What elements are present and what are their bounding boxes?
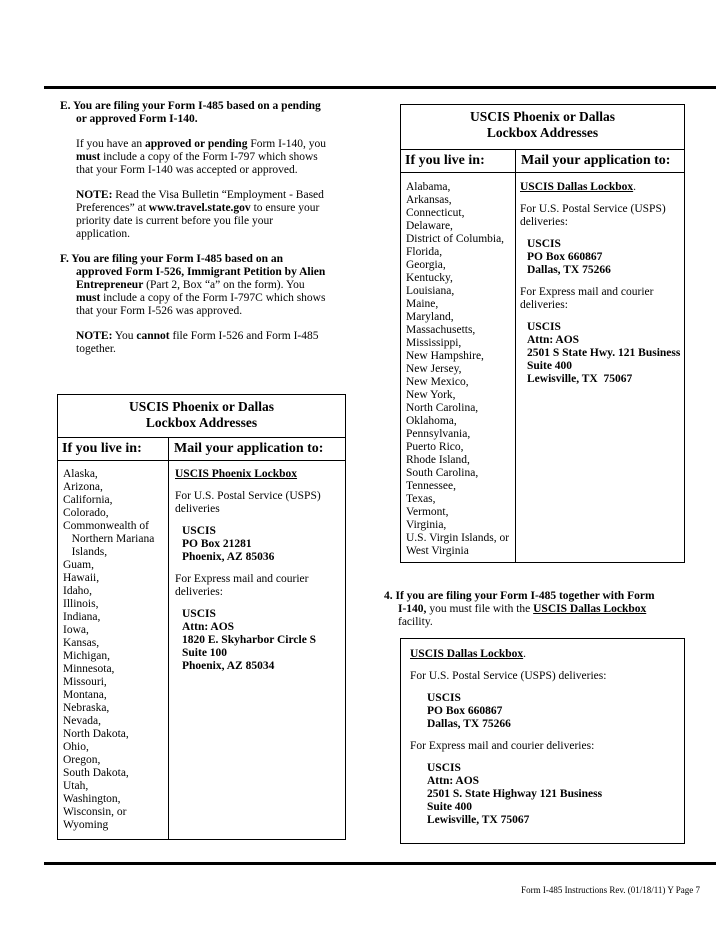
address-line: USCIS xyxy=(427,762,461,774)
state-item: South Dakota, xyxy=(63,767,129,779)
bottom-rule xyxy=(44,862,716,865)
state-item: Hawaii, xyxy=(63,572,100,584)
address-line: Dallas, TX 75266 xyxy=(527,264,611,276)
section-f-heading: F. You are filing your Form I-485 based on an xyxy=(60,253,283,265)
address-line: Phoenix, AZ 85034 xyxy=(182,660,275,672)
state-item: Nebraska, xyxy=(63,702,110,714)
address-line: Phoenix, AZ 85036 xyxy=(182,551,275,563)
address-line: Attn: AOS xyxy=(182,621,235,633)
address-line: Suite 400 xyxy=(427,801,473,813)
state-item: Georgia, xyxy=(406,259,446,271)
state-item: Kentucky, xyxy=(406,272,453,284)
state-item: Oklahoma, xyxy=(406,415,457,427)
state-item: District of Columbia, xyxy=(406,233,505,245)
left-column xyxy=(62,100,352,356)
state-item: Northern Mariana xyxy=(63,533,155,545)
address-line: PO Box 21281 xyxy=(182,538,252,550)
state-item: Tennessee, xyxy=(406,480,456,492)
state-item: New Jersey, xyxy=(406,363,462,375)
state-item: Puerto Rico, xyxy=(406,441,464,453)
address-line: USCIS xyxy=(527,238,561,250)
state-item: Utah, xyxy=(63,780,89,792)
address-line: Suite 400 xyxy=(527,360,573,372)
dallas-only-mail-info: USCIS Dallas Lockbox. For U.S. Postal Service (USPS) deliveries: USCIS PO Box 660867 Dallas, TX 75266 For Express mail and courier deliveries: USCIS Attn: AOS 2501 S. State Highway 121 Business Suite 400 Lewisville, TX 75067 xyxy=(410,648,680,827)
state-item: Colorado, xyxy=(63,507,109,519)
dallas-box-title: USCIS Phoenix or Dallas Lockbox Addresses xyxy=(470,109,615,140)
address-line: 2501 S. State Highway 121 Business xyxy=(427,788,603,800)
col-header-mail: Mail your application to: xyxy=(174,441,324,456)
item-4-paragraph: 4. If you are filing your Form I-485 together with Form I-140, you must file with the USCIS Dallas Lockbox facility. xyxy=(384,590,655,628)
state-item: Mississippi, xyxy=(406,337,462,349)
state-item: Idaho, xyxy=(63,585,93,597)
state-item: Commonwealth of xyxy=(63,520,149,532)
state-item: Alabama, xyxy=(406,181,451,193)
state-item: Louisiana, xyxy=(406,285,455,297)
state-item: North Dakota, xyxy=(63,728,129,740)
address-line: Dallas, TX 75266 xyxy=(427,718,511,730)
state-item: Texas, xyxy=(406,493,436,505)
col-header-mail: Mail your application to: xyxy=(521,153,671,168)
address-line: Lewisville, TX 75067 xyxy=(527,373,633,385)
state-item: Washington, xyxy=(63,793,121,805)
phoenix-states-list xyxy=(63,468,167,832)
state-item: California, xyxy=(63,494,113,506)
state-item: Massachusetts, xyxy=(406,324,476,336)
dallas-lockbox-table xyxy=(400,104,685,563)
state-item: West Virginia xyxy=(406,545,469,557)
state-item: Rhode Island, xyxy=(406,454,470,466)
state-item: Indiana, xyxy=(63,611,101,623)
state-item: Arkansas, xyxy=(406,194,452,206)
state-item: Wyoming xyxy=(63,819,109,831)
col-header-live: If you live in: xyxy=(405,153,485,168)
state-item: Missouri, xyxy=(63,676,107,688)
state-item: South Carolina, xyxy=(406,467,479,479)
address-line: 1820 E. Skyharbor Circle S xyxy=(182,634,317,646)
state-item: Maine, xyxy=(406,298,439,310)
column-divider xyxy=(168,437,169,839)
state-item: Minnesota, xyxy=(63,663,115,675)
address-line: USCIS xyxy=(182,608,216,620)
top-rule xyxy=(44,86,716,89)
section-f-note: NOTE: You cannot file Form I-526 and Form I-485 together. xyxy=(76,330,319,355)
state-item: Florida, xyxy=(406,246,443,258)
dallas-only-box xyxy=(400,638,685,844)
address-line: PO Box 660867 xyxy=(527,251,603,263)
state-item: Islands, xyxy=(63,546,108,558)
section-f-heading-cont: approved Form I-526, Immigrant Petition by Alien Entrepreneur (Part 2, Box “a” on the form). You must include a copy of the Form I-797C which shows that your Form I-526 was approved. xyxy=(76,266,326,317)
state-item: Kansas, xyxy=(63,637,100,649)
dallas-box-header xyxy=(401,149,684,173)
state-item: Michigan, xyxy=(63,650,110,662)
visa-bulletin-link[interactable]: www.travel.state.gov xyxy=(148,202,251,214)
address-line: Attn: AOS xyxy=(527,334,580,346)
address-line: Lewisville, TX 75067 xyxy=(427,814,530,826)
address-line: Attn: AOS xyxy=(427,775,480,787)
state-item: North Carolina, xyxy=(406,402,479,414)
dallas-states-list xyxy=(406,181,514,558)
state-item: Vermont, xyxy=(406,506,449,518)
phoenix-lockbox-table xyxy=(57,394,346,840)
address-line: USCIS xyxy=(427,692,461,704)
address-line: Suite 100 xyxy=(182,647,228,659)
state-item: Iowa, xyxy=(63,624,89,636)
state-item: Nevada, xyxy=(63,715,101,727)
state-item: Maryland, xyxy=(406,311,454,323)
state-item: New Hampshire, xyxy=(406,350,484,362)
section-e-heading: E. You are filing your Form I-485 based on a pending or approved Form I-140. xyxy=(60,100,321,125)
state-item: Oregon, xyxy=(63,754,101,766)
state-item: New Mexico, xyxy=(406,376,469,388)
phoenix-mail-info: USCIS Phoenix Lockbox For U.S. Postal Service (USPS) deliveries USCIS PO Box 21281 Phoenix, AZ 85036 For Express mail and courier deliveries: USCIS Attn: AOS 1820 E. Skyharbor Circle S Suite 100 Phoenix, AZ 85034 xyxy=(175,468,345,673)
phoenix-box-header xyxy=(58,437,345,461)
phoenix-box-title: USCIS Phoenix or Dallas Lockbox Addresses xyxy=(129,399,274,430)
state-item: U.S. Virgin Islands, or xyxy=(406,532,510,544)
page-footer: Form I-485 Instructions Rev. (01/18/11) Y Page 7 xyxy=(521,885,700,895)
state-item: Alaska, xyxy=(63,468,98,480)
state-item: Pennsylvania, xyxy=(406,428,471,440)
address-line: USCIS xyxy=(182,525,216,537)
section-e-paragraph: If you have an approved or pending Form I-140, you must include a copy of the Form I-797 which shows that your Form I-140 was accepted or approved. xyxy=(76,138,327,176)
state-item: Delaware, xyxy=(406,220,453,232)
state-item: Connecticut, xyxy=(406,207,465,219)
address-line: 2501 S State Hwy. 121 Business xyxy=(527,347,681,359)
dallas-mail-info: USCIS Dallas Lockbox. For U.S. Postal Service (USPS) deliveries: USCIS PO Box 660867 Dallas, TX 75266 For Express mail and courier deliveries: USCIS Attn: AOS 2501 S State Hwy. 121 Business Suite 400 Lewisville, TX 75067 xyxy=(520,181,686,386)
state-item: Illinois, xyxy=(63,598,99,610)
state-item: New York, xyxy=(406,389,456,401)
state-item: Arizona, xyxy=(63,481,103,493)
state-item: Montana, xyxy=(63,689,107,701)
state-item: Wisconsin, or xyxy=(63,806,127,818)
column-divider xyxy=(515,149,516,562)
state-item: Virginia, xyxy=(406,519,447,531)
col-header-live: If you live in: xyxy=(62,441,142,456)
section-e-note: NOTE: Read the Visa Bulletin “Employment - Based Preferences” at www.travel.state.gov to ensure your priority date is current before you file your application. xyxy=(76,189,324,240)
address-line: PO Box 660867 xyxy=(427,705,503,717)
state-item: Ohio, xyxy=(63,741,89,753)
address-line: USCIS xyxy=(527,321,561,333)
state-item: Guam, xyxy=(63,559,94,571)
